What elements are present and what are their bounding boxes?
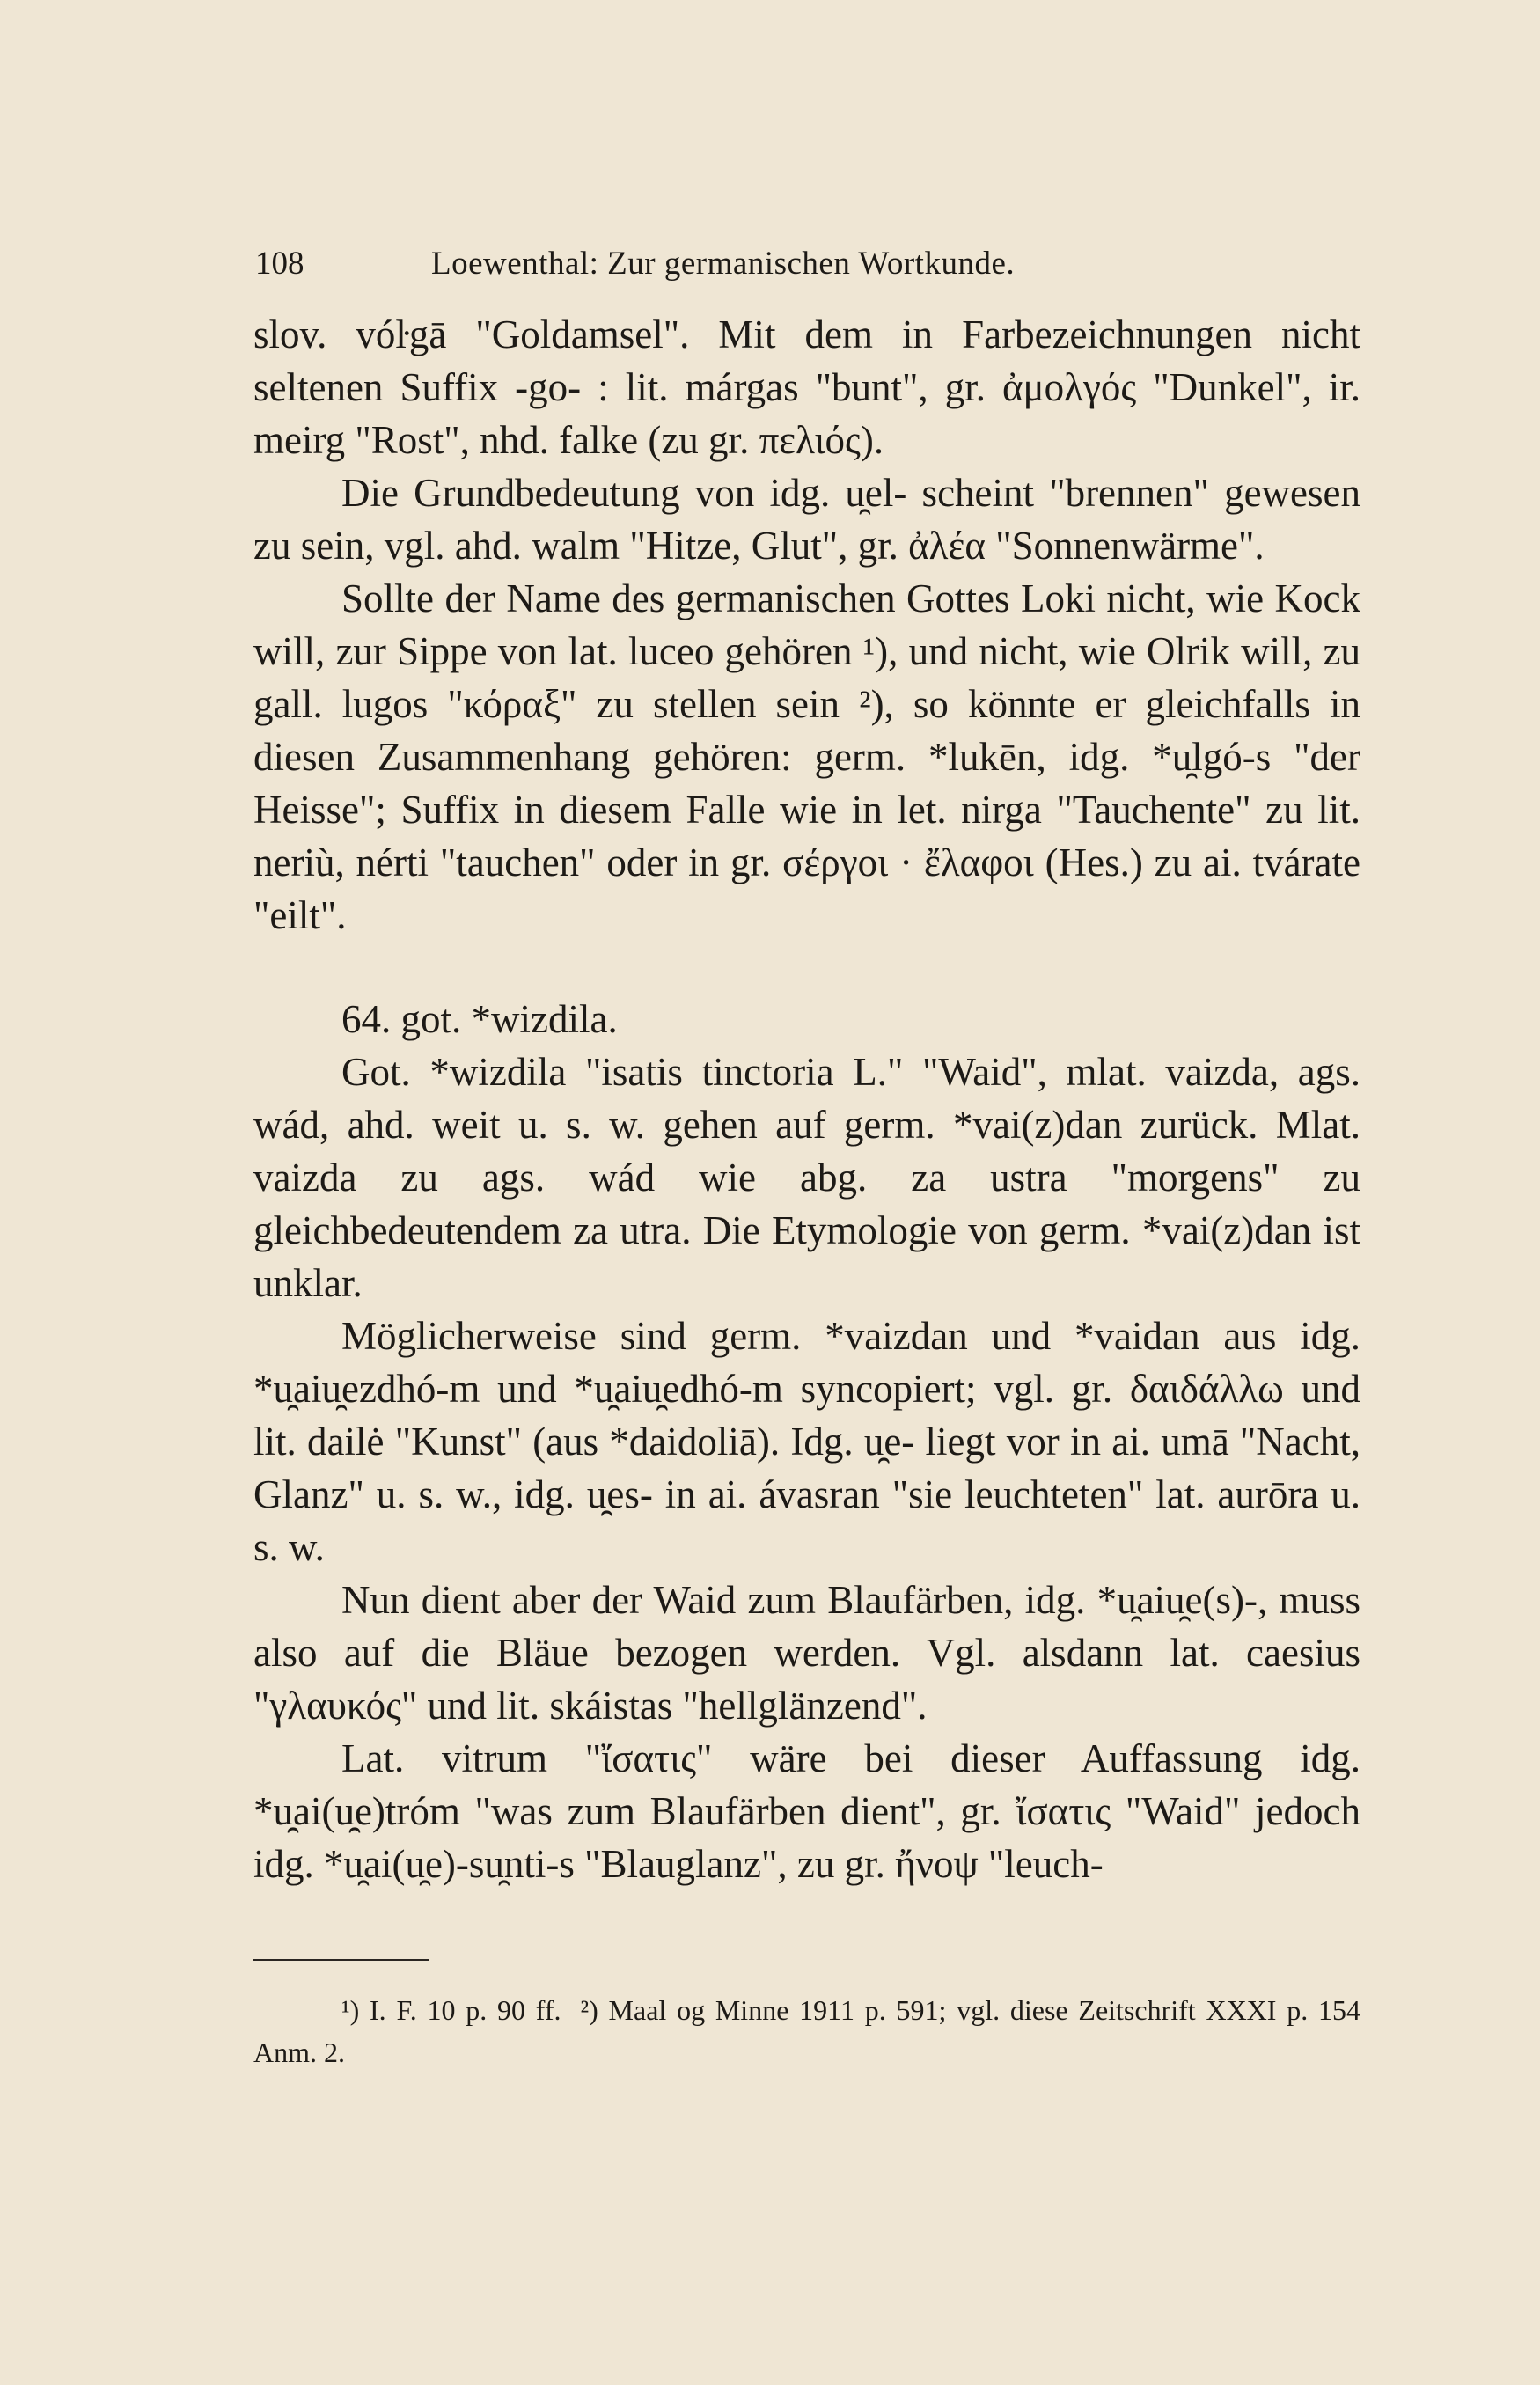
- paragraph: Nun dient aber der Waid zum Blaufärben, idg. *u̯aiu̯e(s)-, muss also auf die Bläue bezogen werden. Vgl. alsdann lat. caesius "γλαυκός" und lit. skáistas "hellglänzend".: [253, 1578, 1360, 1728]
- section-heading: 64. got. *wizdila.: [341, 997, 618, 1041]
- paragraph: Got. *wizdila "isatis tinctoria L." "Waid", mlat. vaizda, ags. wád, ahd. weit u. s. w. gehen auf germ. *vai(z)dan zurück. Mlat. vaizda zu ags. wád wie abg. za ustra "morgens" zu gleichbedeutendem za utra. Die Etymologie von germ. *vai(z)dan ist unklar.: [253, 1050, 1360, 1305]
- paragraph: slov. vóŀgā "Goldamsel". Mit dem in Farbezeichnungen nicht seltenen Suffix -go- : lit. márgas "bunt", gr. ἀμολγός "Dunkel", ir. meirg "Rost", nhd. falke (zu gr. πελιός).: [253, 312, 1360, 462]
- footnote: ²) Maal og Minne 1911 p. 591; vgl. diese Zeitschrift XXXI p. 154 Anm. 2.: [253, 1994, 1361, 2068]
- footnote-line: [253, 1989, 1360, 2073]
- paragraph: Sollte der Name des germanischen Gottes Loki nicht, wie Kock will, zur Sippe von lat. luceo gehören ¹), und nicht, wie Olrik will, zu gall. lugos "κόραξ" zu stellen sein ²), so könnte er gleichfalls in diesen Zusammenhang gehören: germ. *lukēn, idg. *u̯lgó-s "der Heisse"; Suffix in diesem Falle wie in let. nirga "Tauchente" zu lit. neriù, nérti "tauchen" oder in gr. σέργοι · ἔλαφοι (Hes.) zu ai. tvárate "eilt".: [253, 576, 1360, 937]
- page-number: 108: [255, 246, 304, 282]
- paragraph: Möglicherweise sind germ. *vaizdan und *vaidan aus idg. *u̯aiu̯ezdhó-m und *u̯aiu̯edhó-m syncopiert; vgl. gr. δαιδάλλω und lit. dailė "Kunst" (aus *daidoliā). Idg. u̯e- liegt vor in ai. umā "Nacht, Glanz" u. s. w., idg. u̯es- in ai. ávasran "sie leuchteten" lat. aurōra u. s. w.: [253, 1314, 1360, 1569]
- page-header: [255, 238, 1355, 290]
- footnotes: [253, 1989, 1360, 2073]
- paragraph: Lat. vitrum "ἴσατις" wäre bei dieser Auffassung idg. *u̯ai(u̯e)tróm "was zum Blaufärben dient", gr. ἴσατις "Waid" jedoch idg. *u̯ai(u̯e)-su̯nti-s "Blauglanz", zu gr. ἤνοψ "leuch-: [253, 1736, 1360, 1886]
- footnote-divider: [253, 1959, 429, 1961]
- body-text: [253, 308, 1360, 1890]
- footnote: ¹) I. F. 10 p. 90 ff.: [341, 1994, 561, 2026]
- running-title: Loewenthal: Zur germanischen Wortkunde.: [431, 246, 1016, 282]
- paragraph: Die Grundbedeutung von idg. u̯el- scheint "brennen" gewesen zu sein, vgl. ahd. walm "Hitze, Glut", gr. ἀλέα "Sonnenwärme".: [253, 471, 1360, 568]
